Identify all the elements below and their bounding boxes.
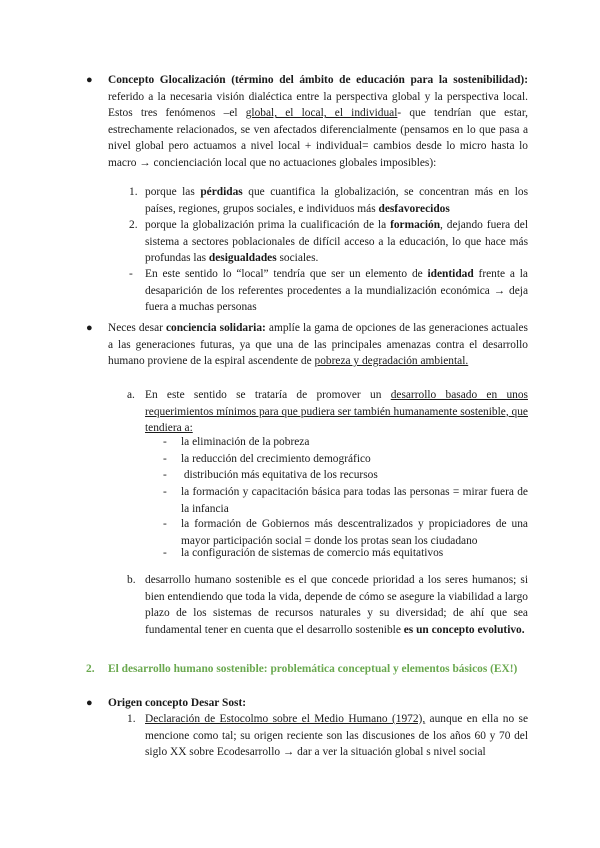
glocalizacion-paragraph: Concepto Glocalización (término del ámbito de educación para la sostenibilidad): referido a la necesaria visión dialéctica entre la perspectiva global y la perspectiva local. Estos tres fenómenos –el global, el local, el individual- que tendrían que estar, estrechamente relacionados, se ven afectados diferencialmente (pensamos en lo que pasa a nivel global pero actuamos a nivel local + individual= cambios desde lo micro hasta lo macro → concienciación local que no actuaciones globales imposibles): [108, 74, 528, 169]
origen-heading: Origen concepto Desar Sost: [108, 697, 247, 709]
list-item: desarrollo humano sostenible es el que concede prioridad a los seres humanos; si bien entendiendo que toda la vida, depende de cómo se asegure la viabilidad a largo plazo de los sistemas de recursos naturales y su diversidad; de ahí que sea fundamental tener en cuenta que el desarrollo sostenible es un concepto evolutivo. [145, 574, 528, 636]
list-item: En este sentido se trataría de promover un desarrollo basado en unos requerimientos mínimos para que pudiera ser también humanamente sostenible, que tendiera a: [145, 389, 528, 435]
list-dash: - [129, 268, 133, 280]
section-number: 2. [86, 663, 95, 675]
dash-marker: - [163, 518, 167, 530]
list-item: la formación de Gobiernos más descentralizados y propiciadores de una mayor participación social = donde los protas sean los ciudadano [181, 518, 528, 547]
list-item: distribución más equitativa de los recursos [181, 469, 378, 481]
list-number: 1. [127, 713, 136, 725]
list-item: Declaración de Estocolmo sobre el Medio Humano (1972), aunque en ella no se mencione como tal; su origen reciente son las discusiones de los años 60 y 70 del siglo XX sobre Ecodesarrollo → dar a ver la situación global s nivel social [145, 713, 528, 759]
list-number: 1. [129, 186, 138, 198]
list-item: En este sentido lo “local” tendría que ser un elemento de identidad frente a la desaparición de los referentes procedentes a la mundialización económica → deja fuera a muchas personas [145, 268, 528, 314]
bullet-marker: ● [86, 322, 93, 334]
dash-marker: - [163, 469, 167, 481]
list-item: la reducción del crecimiento demográfico [181, 453, 371, 465]
dash-marker: - [163, 436, 167, 448]
list-number: 2. [129, 219, 138, 231]
bullet-marker: ● [86, 74, 93, 86]
list-item: porque las pérdidas que cuantifica la globalización, se concentran más en los países, regiones, grupos sociales, e individuos más desfavorecidos [145, 186, 529, 215]
section-heading: El desarrollo humano sostenible: problemática conceptual y elementos básicos (EX!) [108, 663, 518, 675]
list-item: porque la globalización prima la cualificación de la formación, dejando fuera del sistema a sectores poblacionales de difícil acceso a la educación, lo que hace más profundas las desigualdades sociales. [145, 219, 528, 265]
list-letter: a. [127, 389, 135, 401]
conciencia-paragraph: Neces desar conciencia solidaria: amplíe la gama de opciones de las generaciones actuales a las generaciones futuras, ya que una de las principales amenazas contra el desarrollo humano proviene de la espiral ascendente de pobreza y degradación ambiental. [108, 322, 528, 368]
bullet-marker: ● [86, 697, 93, 709]
list-item: la configuración de sistemas de comercio más equitativos [181, 547, 444, 559]
dash-marker: - [163, 547, 167, 559]
glocalizacion-title: Concepto Glocalización (término del ámbito de educación para la sostenibilidad): [108, 74, 528, 86]
list-item: la eliminación de la pobreza [181, 436, 310, 448]
dash-marker: - [163, 453, 167, 465]
list-item: la formación y capacitación básica para todas las personas = mirar fuera de la infancia [181, 486, 528, 515]
list-letter: b. [127, 574, 136, 586]
dash-marker: - [163, 486, 167, 498]
